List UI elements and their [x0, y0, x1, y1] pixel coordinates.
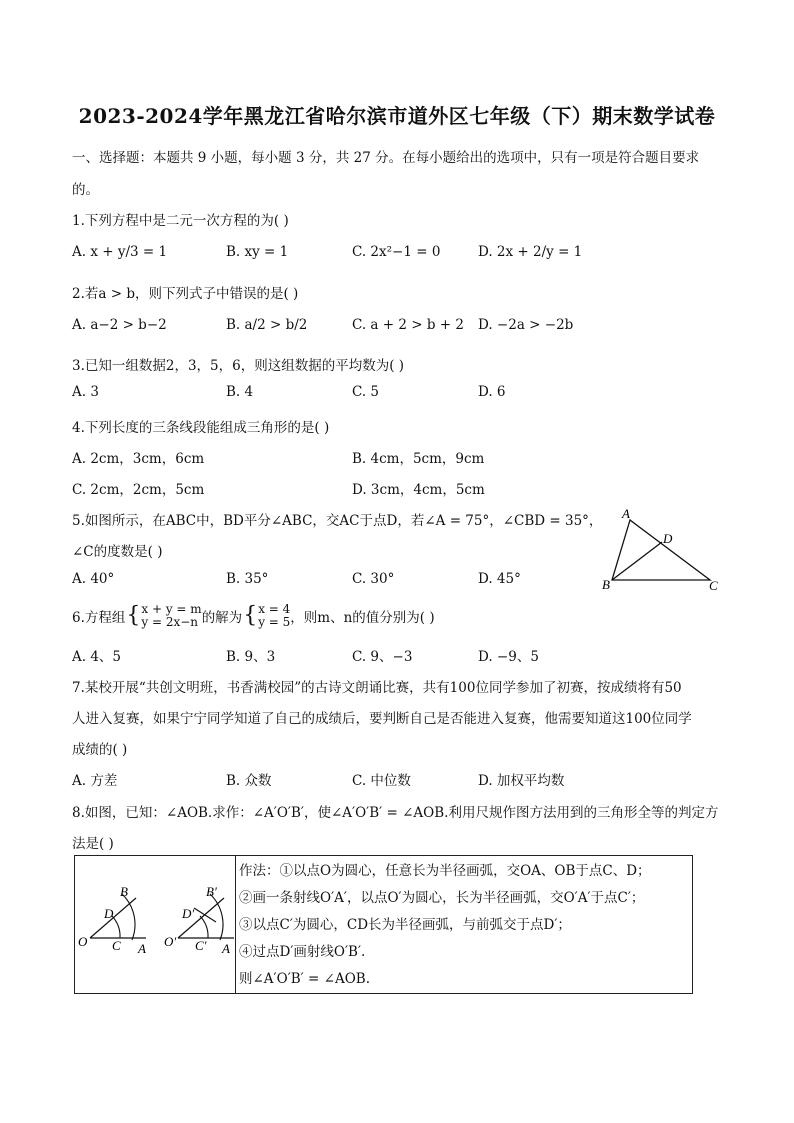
construction-step-3: ③以点C′为圆心，CD长为半径画弧，与前弧交于点D′； — [239, 917, 571, 933]
q6-stem-pre: 6.方程组 — [72, 610, 126, 626]
q4-option-b: B. 4cm，5cm，9cm — [352, 451, 485, 467]
q7-option-b: B. 众数 — [226, 773, 272, 789]
q7-option-d: D. 加权平均数 — [478, 773, 565, 789]
q6-option-a: A. 4、5 — [72, 649, 122, 665]
solution-eq-1: x = 4 — [258, 602, 291, 616]
label-o: O — [78, 934, 88, 949]
q1-option-a: A. x + y/3 = 1 — [72, 244, 168, 260]
q6-option-b: B. 9、3 — [226, 649, 276, 665]
q1-option-b: B. xy = 1 — [226, 244, 289, 260]
q4-option-c: C. 2cm，2cm，5cm — [72, 482, 205, 498]
system-eq-1: x + y = m — [141, 602, 202, 616]
q4-option-a: A. 2cm，3cm，6cm — [72, 451, 205, 467]
arc-c2d2 — [200, 916, 208, 938]
label-a-prime: A — [222, 941, 230, 956]
q6-stem-mid: 的解为 — [201, 610, 243, 626]
label-b: B — [602, 577, 610, 592]
label-c-prime: C′ — [195, 938, 207, 953]
q1-option-d: D. 2x + 2/y = 1 — [478, 244, 583, 260]
q2-option-d: D. −2a > −2b — [478, 317, 574, 333]
q1-stem: 1.下列方程中是二元一次方程的为( ) — [72, 213, 289, 229]
q3-option-c: C. 5 — [352, 384, 380, 400]
construction-step-2: ②画一条射线O′A′，以点O′为圆心，长为半径画弧，交O′A′于点C′； — [239, 890, 645, 906]
label-d-prime: D′ — [182, 906, 195, 921]
q2-option-b: B. a/2 > b/2 — [226, 317, 308, 333]
q6-option-c: C. 9、−3 — [352, 649, 413, 665]
q5-option-d: D. 45° — [478, 571, 521, 587]
q1-option-c: C. 2x²−1 = 0 — [352, 244, 441, 260]
q6-stem — [72, 603, 435, 629]
system-equations — [141, 603, 201, 629]
exam-title: 2023-2024学年黑龙江省哈尔滨市道外区七年级（下）期末数学试卷 — [78, 104, 716, 128]
bisector-bd — [612, 542, 662, 580]
system-eq-2: y = 2x−n — [141, 615, 199, 629]
section-heading: 一、选择题：本题共 9 小题，每小题 3 分，共 27 分。在每小题给出的选项中，只有一项是符合题目要求 — [72, 150, 700, 166]
q2-stem: 2.若a > b，则下列式子中错误的是( ) — [72, 286, 299, 302]
table-divider — [235, 856, 236, 993]
q5-option-a: A. 40° — [72, 571, 115, 587]
original-angle — [78, 884, 146, 956]
brace-left-2: { — [243, 603, 258, 628]
label-a: A — [138, 941, 146, 956]
angle-construction-figure — [76, 858, 234, 991]
label-o-prime: O′ — [164, 934, 177, 949]
section-heading-cont: 的。 — [72, 182, 99, 198]
q3-option-d: D. 6 — [478, 384, 506, 400]
constructed-angle — [164, 884, 234, 956]
brace-left: { — [126, 603, 141, 628]
q6-stem-post: ，则m、n的值分别为( ) — [290, 610, 435, 626]
construction-conclusion: 则∠A′O′B′ = ∠AOB. — [239, 971, 370, 987]
q7-stem-cont: 人进入复赛，如果宁宁同学知道了自己的成绩后，要判断自己是否能进入复赛，他需要知道这100位同学 — [72, 711, 692, 727]
q7-option-c: C. 中位数 — [352, 773, 411, 789]
q8-stem-cont: 法是( ) — [72, 836, 114, 852]
triangle-abc — [612, 520, 710, 580]
label-b: B — [120, 884, 128, 899]
q5-option-b: B. 35° — [226, 571, 269, 587]
q6-option-d: D. −9、5 — [478, 649, 539, 665]
arc-cross — [194, 908, 216, 922]
q2-option-a: A. a−2 > b−2 — [72, 317, 167, 333]
q5-stem-cont: ∠C的度数是( ) — [72, 544, 163, 560]
label-b-prime: B′ — [206, 884, 217, 899]
label-c: C — [709, 578, 718, 593]
construction-step-1: 作法：①以点O为圆心，任意长为半径画弧，交OA、OB于点C、D； — [239, 863, 651, 879]
label-d: D — [663, 531, 673, 546]
q3-option-b: B. 4 — [226, 384, 254, 400]
q3-stem: 3.已知一组数据2，3，5，6，则这组数据的平均数为( ) — [72, 358, 405, 374]
q8-stem: 8.如图，已知：∠AOB.求作：∠A′O′B′，使∠A′O′B′ = ∠AOB.利用尺规作图方法用到的三角形全等的判定方 — [72, 805, 719, 821]
q2-option-c: C. a + 2 > b + 2 — [352, 317, 464, 333]
solution-eq-2: y = 5 — [258, 615, 291, 629]
q5-stem: 5.如图所示，在ABC中，BD平分∠ABC，交AC于点D，若∠A = 75°，∠CBD = 35°， — [72, 513, 603, 529]
label-a: A — [622, 506, 630, 521]
label-d: D — [104, 906, 114, 921]
q7-option-a: A. 方差 — [72, 773, 118, 789]
q5-option-c: C. 30° — [352, 571, 395, 587]
q3-option-a: A. 3 — [72, 384, 99, 400]
q4-option-d: D. 3cm，4cm，5cm — [352, 482, 485, 498]
construction-step-4: ④过点D′画射线O′B′. — [239, 944, 366, 960]
solution-equations — [258, 603, 290, 629]
triangle-figure — [590, 505, 730, 595]
q4-stem: 4.下列长度的三条线段能组成三角形的是( ) — [72, 420, 330, 436]
q7-stem-cont-2: 成绩的( ) — [72, 742, 128, 758]
q7-stem: 7.某校开展“共创文明班，书香满校园”的古诗文朗诵比赛，共有100位同学参加了初赛，按成绩将有50 — [72, 680, 682, 696]
label-c: C — [112, 938, 121, 953]
